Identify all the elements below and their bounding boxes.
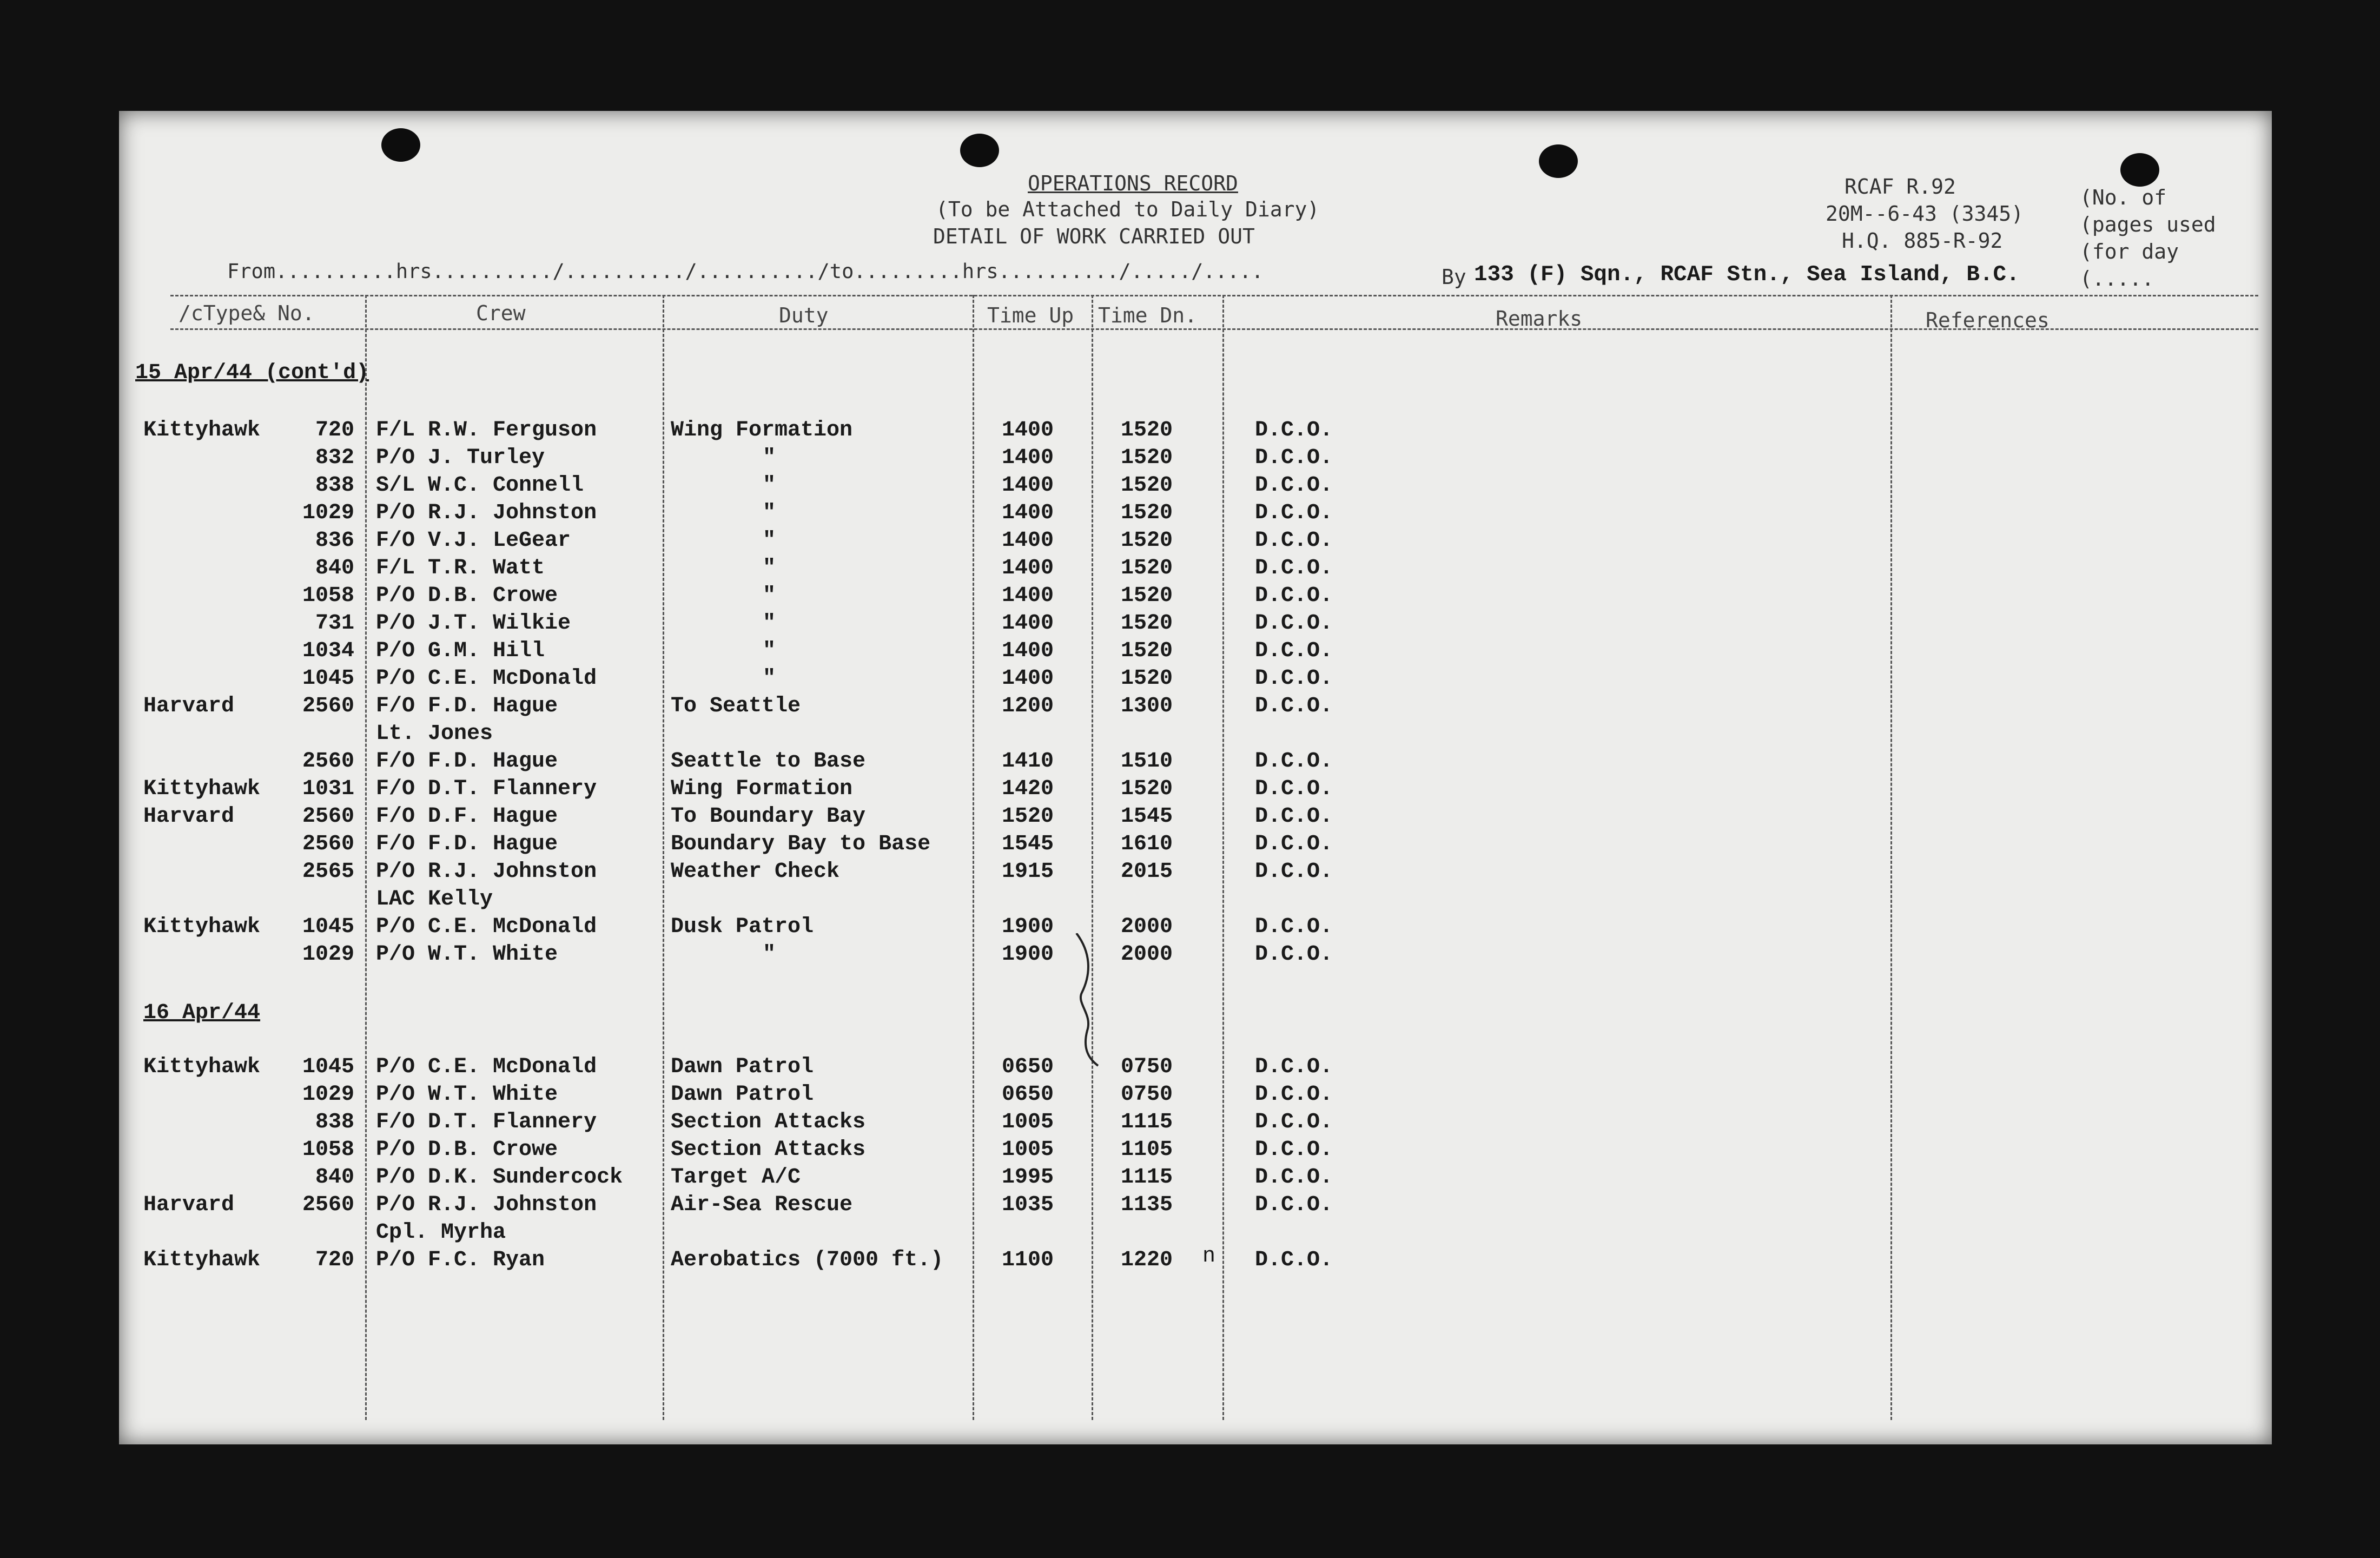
cell-up: 1005 (1001, 1138, 1054, 1162)
pages-note-3: (for day (2080, 240, 2179, 263)
cell-dn: 1520 (1120, 501, 1173, 525)
table-row (119, 639, 1742, 666)
cell-rem: D.C.O. (1255, 1248, 1333, 1272)
cell-up: 1400 (1001, 584, 1054, 608)
cell-type: Kittyhawk (143, 418, 261, 443)
table-row (119, 473, 1742, 500)
cell-type: Kittyhawk (143, 1248, 261, 1272)
cell-no: 720 (315, 1248, 354, 1272)
cell-rem: D.C.O. (1255, 446, 1333, 470)
col-remarks: Remarks (1496, 307, 1583, 331)
form-number: RCAF R.92 (1844, 175, 1956, 199)
cell-no: 1031 (302, 777, 354, 801)
cell-rem: D.C.O. (1255, 1110, 1333, 1134)
cell-dn: 2000 (1120, 915, 1173, 939)
cell-up: 1410 (1001, 749, 1054, 774)
cell-type: Harvard (143, 804, 235, 829)
handwritten-bracket-mark (1071, 933, 1114, 1068)
cell-duty: Air-Sea Rescue (671, 1193, 853, 1217)
table-row (119, 666, 1742, 694)
cell-dn: 1520 (1120, 584, 1173, 608)
cell-crew: P/O J.T. Wilkie (376, 611, 571, 636)
hq-code: H.Q. 885-R-92 (1842, 229, 2003, 253)
cell-crew: P/O C.E. McDonald (376, 915, 597, 939)
cell-up: 0650 (1001, 1082, 1054, 1107)
col-time-up: Time Up (987, 303, 1074, 327)
cell-duty: " (763, 556, 776, 580)
cell-crew: F/O F.D. Hague (376, 832, 558, 856)
cell-dn: 1520 (1120, 446, 1173, 470)
cell-rem: D.C.O. (1255, 860, 1333, 884)
print-code: 20M--6-43 (3345) (1826, 202, 2024, 226)
cell-crew: P/O R.J. Johnston (376, 501, 597, 525)
squadron-station: 133 (F) Sqn., RCAF Stn., Sea Island, B.C. (1474, 262, 2020, 287)
cell-crew: P/O F.C. Ryan (376, 1248, 545, 1272)
cell-dn: 1520 (1120, 666, 1173, 691)
cell-dn: 0750 (1120, 1055, 1173, 1079)
cell-duty: Boundary Bay to Base (671, 832, 931, 856)
section-date-15-apr: 15 Apr/44 (cont'd) (135, 361, 369, 385)
cell-rem: D.C.O. (1255, 915, 1333, 939)
cell-dn: 1520 (1120, 418, 1173, 443)
cell-up: 1400 (1001, 556, 1054, 580)
cell-no: 1045 (302, 915, 354, 939)
cell-up: 1995 (1001, 1165, 1054, 1190)
cell-no: 1045 (302, 1055, 354, 1079)
cell-duty: Target A/C (671, 1165, 801, 1190)
table-row (119, 915, 1742, 942)
cell-duty: Aerobatics (7000 ft.) (671, 1248, 944, 1272)
cell-up: 0650 (1001, 1055, 1054, 1079)
cell-crew: F/O D.T. Flannery (376, 777, 597, 801)
cell-rem: D.C.O. (1255, 1165, 1333, 1190)
cell-no: 2560 (302, 1193, 354, 1217)
cell-dn: 0750 (1120, 1082, 1173, 1107)
cell-crew: F/O F.D. Hague (376, 694, 558, 718)
cell-type: Kittyhawk (143, 1055, 261, 1079)
cell-no: 1029 (302, 501, 354, 525)
col-crew: Crew (476, 301, 526, 325)
cell-crew: P/O G.M. Hill (376, 639, 545, 663)
cell-crew: F/O V.J. LeGear (376, 529, 571, 553)
cell-rem: D.C.O. (1255, 418, 1333, 443)
cell-dn: 1520 (1120, 473, 1173, 498)
cell-no: 731 (315, 611, 354, 636)
table-row (119, 887, 1742, 914)
cell-crew: F/O F.D. Hague (376, 749, 558, 774)
punch-hole-2 (960, 134, 999, 167)
cell-no: 2565 (302, 860, 354, 884)
cell-crew: P/O W.T. White (376, 942, 558, 967)
table-row (119, 446, 1742, 473)
cell-up: 1400 (1001, 666, 1054, 691)
cell-rem: D.C.O. (1255, 529, 1333, 553)
cell-dn: 2000 (1120, 942, 1173, 967)
cell-rem: D.C.O. (1255, 666, 1333, 691)
cell-up: 1400 (1001, 446, 1054, 470)
cell-no: 2560 (302, 804, 354, 829)
cell-no: 832 (315, 446, 354, 470)
cell-duty: " (763, 473, 776, 498)
cell-rem: D.C.O. (1255, 749, 1333, 774)
cell-up: 1900 (1001, 915, 1054, 939)
table-row (119, 418, 1742, 445)
cell-up: 1400 (1001, 611, 1054, 636)
cell-rem: D.C.O. (1255, 804, 1333, 829)
cell-up: 1100 (1001, 1248, 1054, 1272)
cell-no: 2560 (302, 749, 354, 774)
cell-dn: 1520 (1120, 556, 1173, 580)
table-row (119, 1082, 1742, 1110)
cell-rem: D.C.O. (1255, 1138, 1333, 1162)
cell-dn: 1115 (1120, 1165, 1173, 1190)
cell-up: 1400 (1001, 501, 1054, 525)
cell-duty: Section Attacks (671, 1138, 866, 1162)
cell-duty: " (763, 501, 776, 525)
table-row (119, 832, 1742, 859)
table-row (119, 1055, 1742, 1082)
table-row (119, 556, 1742, 583)
cell-crew: P/O J. Turley (376, 446, 545, 470)
cell-no: 1029 (302, 942, 354, 967)
cell-duty: Section Attacks (671, 1110, 866, 1134)
pages-note-4: (..... (2080, 267, 2154, 291)
cell-no: 720 (315, 418, 354, 443)
table-row (119, 942, 1742, 969)
punch-hole-1 (381, 128, 420, 162)
cell-no: 840 (315, 1165, 354, 1190)
cell-rem: D.C.O. (1255, 832, 1333, 856)
stray-mark: n (1202, 1244, 1216, 1269)
cell-crew: LAC Kelly (376, 887, 493, 912)
cell-rem: D.C.O. (1255, 473, 1333, 498)
cell-crew: F/O D.T. Flannery (376, 1110, 597, 1134)
cell-duty: " (763, 611, 776, 636)
cell-rem: D.C.O. (1255, 1055, 1333, 1079)
record-sheet (119, 111, 2272, 1444)
cell-crew: F/L R.W. Ferguson (376, 418, 597, 443)
cell-crew: Lt. Jones (376, 722, 493, 746)
table-row (119, 1248, 1742, 1275)
cell-crew: P/O C.E. McDonald (376, 1055, 597, 1079)
pages-note-2: (pages used (2080, 213, 2216, 236)
cell-up: 1005 (1001, 1110, 1054, 1134)
cell-rem: D.C.O. (1255, 639, 1333, 663)
cell-up: 1200 (1001, 694, 1054, 718)
table-row (119, 1138, 1742, 1165)
cell-rem: D.C.O. (1255, 584, 1333, 608)
cell-dn: 1520 (1120, 639, 1173, 663)
cell-rem: D.C.O. (1255, 694, 1333, 718)
cell-dn: 1610 (1120, 832, 1173, 856)
cell-crew: P/O R.J. Johnston (376, 860, 597, 884)
cell-duty: Seattle to Base (671, 749, 866, 774)
cell-type: Harvard (143, 1193, 235, 1217)
cell-rem: D.C.O. (1255, 777, 1333, 801)
cell-duty: " (763, 942, 776, 967)
table-row (119, 1165, 1742, 1192)
cell-no: 2560 (302, 694, 354, 718)
cell-rem: D.C.O. (1255, 611, 1333, 636)
cell-up: 1545 (1001, 832, 1054, 856)
cell-no: 838 (315, 1110, 354, 1134)
form-title: OPERATIONS RECORD (1028, 171, 1238, 195)
cell-dn: 1220 (1120, 1248, 1173, 1272)
cell-up: 1400 (1001, 529, 1054, 553)
cell-dn: 2015 (1120, 860, 1173, 884)
cell-dn: 1545 (1120, 804, 1173, 829)
header-rule-top (170, 295, 2258, 296)
cell-dn: 1115 (1120, 1110, 1173, 1134)
cell-duty: Wing Formation (671, 777, 853, 801)
cell-crew: P/O D.B. Crowe (376, 584, 558, 608)
cell-dn: 1510 (1120, 749, 1173, 774)
by-label: By (1442, 265, 1466, 289)
cell-dn: 1520 (1120, 611, 1173, 636)
cell-rem: D.C.O. (1255, 1193, 1333, 1217)
cell-crew: F/L T.R. Watt (376, 556, 545, 580)
punch-hole-3 (1539, 144, 1578, 178)
table-row (119, 694, 1742, 721)
table-row (119, 722, 1742, 749)
cell-rem: D.C.O. (1255, 556, 1333, 580)
cell-rem: D.C.O. (1255, 1082, 1333, 1107)
table-row (119, 749, 1742, 776)
cell-no: 1058 (302, 584, 354, 608)
cell-duty: " (763, 529, 776, 553)
cell-duty: Dawn Patrol (671, 1082, 814, 1107)
cell-no: 1029 (302, 1082, 354, 1107)
cell-duty: " (763, 639, 776, 663)
cell-no: 1045 (302, 666, 354, 691)
cell-no: 1058 (302, 1138, 354, 1162)
cell-duty: Wing Formation (671, 418, 853, 443)
col-duty: Duty (779, 303, 829, 327)
table-row (119, 1220, 1742, 1247)
col-type-no: /cType& No. (178, 301, 315, 325)
cell-duty: " (763, 446, 776, 470)
cell-dn: 1300 (1120, 694, 1173, 718)
cell-type: Kittyhawk (143, 915, 261, 939)
table-row (119, 501, 1742, 528)
cell-crew: P/O C.E. McDonald (376, 666, 597, 691)
col-references: References (1926, 308, 2050, 332)
cell-rem: D.C.O. (1255, 942, 1333, 967)
table-row (119, 1110, 1742, 1137)
cell-dn: 1520 (1120, 529, 1173, 553)
pages-note-1: (No. of (2080, 186, 2167, 209)
from-to-line: From..........hrs........../........../........../to.........hrs........../...../..... (227, 260, 1264, 283)
cell-duty: " (763, 666, 776, 691)
form-subtitle: (To be Attached to Daily Diary) (936, 197, 1320, 221)
cell-crew: Cpl. Myrha (376, 1220, 506, 1245)
cell-dn: 1105 (1120, 1138, 1173, 1162)
cell-crew: P/O D.K. Sundercock (376, 1165, 623, 1190)
cell-up: 1400 (1001, 473, 1054, 498)
cell-crew: P/O D.B. Crowe (376, 1138, 558, 1162)
table-row (119, 860, 1742, 887)
cell-duty: Dawn Patrol (671, 1055, 814, 1079)
cell-duty: Weather Check (671, 860, 840, 884)
cell-up: 1400 (1001, 639, 1054, 663)
rule-references (1890, 295, 1892, 1420)
section-date-16-apr: 16 Apr/44 (143, 1001, 261, 1025)
cell-crew: S/L W.C. Connell (376, 473, 584, 498)
table-row (119, 1193, 1742, 1220)
col-time-dn: Time Dn. (1098, 303, 1198, 327)
cell-crew: P/O R.J. Johnston (376, 1193, 597, 1217)
cell-duty: To Seattle (671, 694, 801, 718)
cell-crew: F/O D.F. Hague (376, 804, 558, 829)
table-row (119, 804, 1742, 831)
cell-up: 1420 (1001, 777, 1054, 801)
cell-dn: 1520 (1120, 777, 1173, 801)
cell-duty: To Boundary Bay (671, 804, 866, 829)
cell-no: 840 (315, 556, 354, 580)
cell-dn: 1135 (1120, 1193, 1173, 1217)
cell-up: 1400 (1001, 418, 1054, 443)
cell-up: 1915 (1001, 860, 1054, 884)
table-row (119, 611, 1742, 638)
table-row (119, 777, 1742, 804)
cell-type: Harvard (143, 694, 235, 718)
cell-no: 836 (315, 529, 354, 553)
table-row (119, 529, 1742, 556)
cell-no: 838 (315, 473, 354, 498)
cell-up: 1900 (1001, 942, 1054, 967)
cell-crew: P/O W.T. White (376, 1082, 558, 1107)
cell-duty: " (763, 584, 776, 608)
cell-duty: Dusk Patrol (671, 915, 814, 939)
cell-no: 1034 (302, 639, 354, 663)
punch-hole-4 (2120, 153, 2159, 187)
cell-type: Kittyhawk (143, 777, 261, 801)
cell-no: 2560 (302, 832, 354, 856)
form-detail: DETAIL OF WORK CARRIED OUT (933, 225, 1255, 248)
cell-rem: D.C.O. (1255, 501, 1333, 525)
cell-up: 1035 (1001, 1193, 1054, 1217)
cell-up: 1520 (1001, 804, 1054, 829)
table-row (119, 584, 1742, 611)
